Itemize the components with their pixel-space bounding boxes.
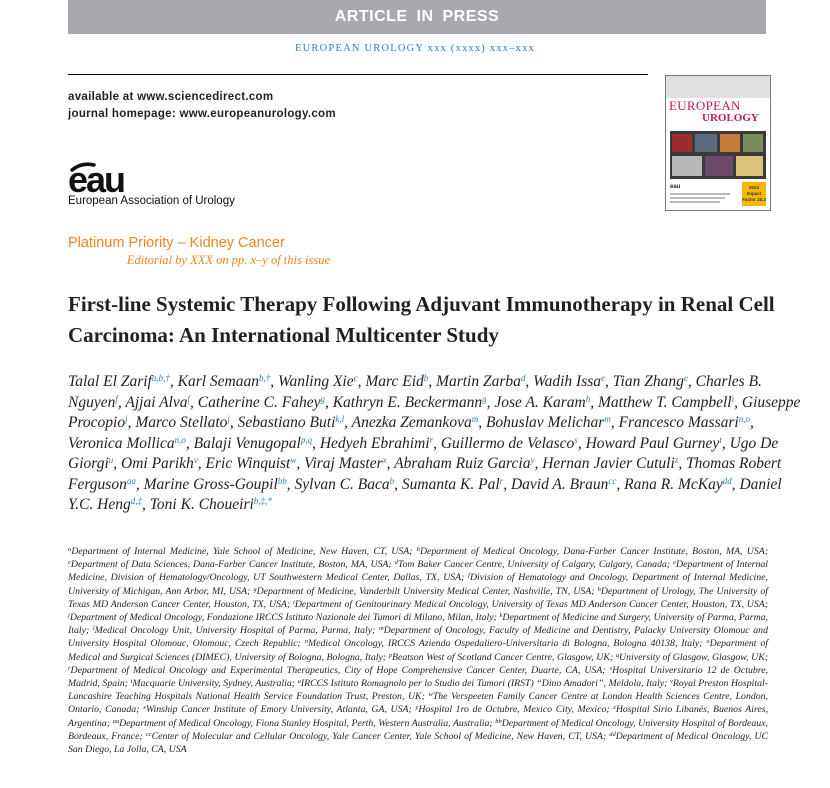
author-affiliation-sup[interactable]: b,† xyxy=(258,373,271,383)
affiliation-text: IRCCS Istituto Romagnolo per lo Studio dei Tumori (IRST) “Dino Amadori”, Meldola, Italy; xyxy=(300,678,668,690)
author-affiliation-sup[interactable]: c xyxy=(353,373,358,383)
author-affiliation-sup[interactable]: p,q xyxy=(300,434,313,445)
affiliation-text: Department of Medical Oncology, Dana-Farber Cancer Institute, Boston, MA, USA; xyxy=(419,546,769,557)
author-affiliation-sup[interactable]: d,‡ xyxy=(130,496,142,506)
affiliation-letter: k xyxy=(499,612,503,620)
affiliation-letter: g xyxy=(253,585,257,593)
author-affiliation-sup[interactable]: t xyxy=(719,434,722,445)
affiliation-letter: q xyxy=(615,651,620,659)
author-affiliation-sup[interactable]: m xyxy=(471,414,479,424)
author-name[interactable]: Charles B. Nguyen xyxy=(68,373,762,411)
cover-header-band xyxy=(666,76,770,98)
affiliation-letter: f xyxy=(468,572,470,580)
affiliation-letter: a xyxy=(68,546,72,553)
affiliation-text: Hospital Sirio Libanés, Buenos Aires, Argentina; xyxy=(68,704,769,729)
author-name[interactable]: Veronica Mollica xyxy=(68,434,175,452)
affiliation-text: Division of Hematology and Oncology, Department of Internal Medicine, University of Michigan, Ann Arbor, MI, USA; xyxy=(68,572,768,597)
author-name[interactable]: Abraham Ruiz Garcia xyxy=(394,455,531,472)
author-affiliation-sup[interactable]: d xyxy=(520,373,526,383)
affiliation-letter: x xyxy=(143,704,146,712)
affiliation-text: Department of Internal Medicine, Yale School of Medicine, New Haven, CT, USA; xyxy=(71,546,413,557)
author-name[interactable]: Martin Zarba xyxy=(436,373,521,390)
affiliation-letter: t xyxy=(130,678,133,686)
article-title: First-line Systemic Therapy Following Adjuvant Immunotherapy in Renal Cell Carcinoma: An International Multicenter Study xyxy=(68,292,775,347)
author-name[interactable]: Guillermo de Velasco xyxy=(440,434,575,452)
author-name[interactable]: Howard Paul Gurney xyxy=(585,434,720,452)
author-name[interactable]: Hernan Javier Cutuli xyxy=(542,455,675,472)
affiliation-letter: e xyxy=(673,559,677,567)
author-affiliation-sup[interactable]: v xyxy=(193,455,198,465)
affiliation-letter: d xyxy=(394,559,398,567)
author-affiliation-sup[interactable]: w xyxy=(290,455,297,465)
author-affiliation-sup[interactable]: f xyxy=(187,393,191,404)
affiliation-letter: z xyxy=(613,704,616,712)
journal-citation-line: EUROPEAN UROLOGY xxx (xxxx) xxx–xxx xyxy=(295,43,535,54)
affiliation-letter: y xyxy=(415,704,419,712)
affiliation-text: Department of Medicine, Vanderbilt University Medical Center, Nashville, TN, USA; xyxy=(256,585,595,597)
author-name[interactable]: Rana R. McKay xyxy=(624,475,723,493)
author-affiliation-sup[interactable]: j xyxy=(125,414,128,424)
author-affiliation-sup[interactable]: m xyxy=(604,414,611,424)
author-affiliation-sup[interactable]: r xyxy=(429,434,434,445)
author-affiliation-sup[interactable]: cc xyxy=(608,475,617,486)
affiliation-text: Department of Medical Oncology, Fondazione IRCCS Istituto Nazionale dei Tumori di Milano, Milan, Italy; xyxy=(69,612,497,624)
affiliation-text: Department of Medical Oncology, Fiona Stanley Hospital, Perth, Western Australia, Australia; xyxy=(119,717,493,729)
affiliation-text: Hospital Universitario 12 de Octubre, Madrid, Spain; xyxy=(68,664,768,690)
affiliation-letter: o xyxy=(706,638,710,646)
author-affiliation-sup[interactable]: i xyxy=(731,393,735,404)
author-name[interactable]: Tian Zhang xyxy=(612,373,684,390)
affiliation-letter: u xyxy=(297,678,301,686)
author-name[interactable]: Thomas Robert Ferguson xyxy=(68,455,782,493)
author-name[interactable]: Anezka Zemankova xyxy=(351,414,472,431)
author-name[interactable]: Giuseppe Procopio xyxy=(68,393,801,431)
affiliation-letter: p xyxy=(388,651,392,659)
affiliation-list xyxy=(68,545,768,756)
author-name[interactable]: Talal El Zarif xyxy=(68,373,152,390)
affiliation-text: Department of Genitourinary Medical Oncology, University of Texas MD Anderson Cancer Center, Houston, TX, USA; xyxy=(294,598,768,610)
affiliation-letter: aa xyxy=(112,717,120,725)
affiliation-text: Royal Preston Hospital-Lancashire Teaching Hospitals National Health Service Foundation Trust, Preston, UK; xyxy=(68,678,768,703)
affiliation-letter: v xyxy=(669,678,673,686)
affiliation-text: Beatson West of Scotland Cancer Centre, Glasgow, UK; xyxy=(391,651,614,663)
affiliation-letter: s xyxy=(609,664,613,672)
cover-image-mosaic xyxy=(670,131,766,179)
affiliation-text: Medical Oncology, IRCCS Azienda Ospedaliero-Universitaria di Bologna, Bologna 40138, Italy; xyxy=(307,638,703,650)
affiliation-letter: dd xyxy=(609,730,616,738)
affiliation-text: Department of Urology, The University of Texas MD Anderson Cancer Center, Houston, TX, USA; xyxy=(68,585,769,610)
affiliation-text: The Verspeeten Family Cancer Centre at London Health Sciences Centre, London, Ontario, Canada; xyxy=(68,691,768,716)
affiliation-text: Department of Medical Oncology, UC San Diego, La Jolla, CA, USA xyxy=(68,730,769,756)
affiliation-text: Department of Oncology, Faculty of Medicine and Dentistry, Palacky University Olomouc and University Hospital Olomouc, Olomouc, Czech Republic; xyxy=(68,625,768,650)
affiliation-text: Department of Medicine and Surgery, University of Parma, Parma, Italy; xyxy=(68,612,768,637)
section-label: Platinum Priority – Kidney Cancer xyxy=(68,235,285,251)
author-name[interactable]: Eric Winquist xyxy=(205,455,291,472)
cover-eau-logo: eau xyxy=(670,184,681,190)
author-name[interactable]: Marine Gross-Goupil xyxy=(143,475,278,493)
impact-factor-badge: 2023 Impact Factor 25.3 xyxy=(742,182,766,206)
author-affiliation-sup[interactable]: n,o xyxy=(174,434,186,445)
affiliation-letter: w xyxy=(428,691,433,699)
author-name[interactable]: Kathryn E. Beckermann xyxy=(332,393,483,411)
author-name[interactable]: Toni K. Choueiri xyxy=(149,496,254,513)
author-affiliation-sup[interactable]: y xyxy=(530,455,535,465)
cover-title-top: EUROPEAN xyxy=(669,98,741,113)
author-affiliation-sup[interactable]: e xyxy=(683,373,688,383)
author-name[interactable]: Sylvan C. Baca xyxy=(294,475,390,493)
eau-logo-icon xyxy=(68,156,154,196)
affiliation-text: Hospital 1ro de Octubre, Mexico City, Mexico; xyxy=(418,704,610,716)
author-name[interactable]: Ugo De Giorgi xyxy=(68,434,779,472)
journal-homepage-link[interactable]: journal homepage: www.europeanurology.com xyxy=(68,108,336,120)
affiliation-letter: b xyxy=(416,546,420,553)
cover-title-bottom: UROLOGY xyxy=(702,112,759,124)
affiliation-letter: j xyxy=(68,612,70,620)
affiliation-letter: m xyxy=(378,625,384,633)
cover-text-line xyxy=(670,193,730,195)
author-affiliation-sup[interactable]: x xyxy=(382,455,387,465)
affiliation-letter: l xyxy=(92,625,95,633)
author-affiliation-sup[interactable]: b,‡,* xyxy=(253,496,272,506)
affiliation-letter: bb xyxy=(495,717,502,725)
author-affiliation-sup[interactable]: k,l xyxy=(335,414,345,424)
affiliation-text: Medical Oncology Unit, University Hospital of Parma, Parma, Italy; xyxy=(94,625,376,637)
cover-text-line xyxy=(670,201,720,203)
affiliation-text: Department of Internal Medicine, Division of Hematology/Oncology, UT Southwestern Medical Center, Dallas, TX, USA; xyxy=(68,559,768,584)
author-name[interactable]: Balaji Venugopal xyxy=(193,434,301,452)
author-affiliation-sup[interactable]: s xyxy=(574,434,578,445)
author-name[interactable]: Viraj Master xyxy=(304,455,383,472)
cover-text-line xyxy=(670,197,725,199)
affiliation-text: University of Glasgow, Glasgow, UK; xyxy=(619,651,769,663)
affiliation-text: Department of Medical Oncology, University Hospital of Bordeaux, Bordeaux, France; xyxy=(68,717,768,742)
eau-org-name: European Association of Urology xyxy=(68,195,235,207)
affiliation-letter: cc xyxy=(145,730,152,738)
journal-cover-thumbnail[interactable] xyxy=(665,75,771,211)
author-affiliation-sup[interactable]: a,b,† xyxy=(151,373,170,383)
sciencedirect-link[interactable]: available at www.sciencedirect.com xyxy=(68,91,274,103)
author-affiliation-sup[interactable]: b xyxy=(389,475,395,486)
author-list: Talal El Zarif$^{a,b,\dagger}$, Karl Semaan$^{b,\dagger}$, Wanling Xie$^c$, Marc Eid$^b$, Martin Zarba$^d$, Wadih Issa$^e$, Tian Zhang$^e$, Charles B. Nguyen$^f$, Ajjai Alva$^f$, Catherine C. Fahey$^g$, Kathryn E. Beckermann$^g$, Jose A. Karam$^h$, Matthew T. Campbell$^i$, Giuseppe Procopio$^j$, Marco Stellato$^j$, Sebastiano Buti$^{k,l}$, Anezka Zemankova$^m$, Bohuslav Melichar$^m$, Francesco Massari$^{n,o}$, Veronica Mollica$^{n,o}$, Balaji Venugopal$^{p,q}$, Hedyeh Ebrahimi$^r$, Guillermo de Velasco$^s$, Howard Paul Gurney$^t$, Ugo De Giorgi$^u$, Omi Parikh$^v$, Eric Winquist$^w$, Viraj Master$^x$, Abraham Ruiz Garcia$^y$, Hernan Javier Cutuli$^z$, Thomas Robert Ferguson$^{aa}$, Marine Gross-Goupil$^{bb}$, Sylvan C. Baca$^b$, Sumanta K. Pal$^r$, David A. Braun$^{cc}$, Rana R. McKay$^{dd}$, Daniel Y.C. Heng$^{d,\ddagger}$, Toni K. Choueiri$^{b,\ddagger,*}$ xyxy=(68,373,801,513)
affiliation-letter: i xyxy=(293,598,295,606)
author-name[interactable]: Wadih Issa xyxy=(533,373,602,390)
author-affiliation-sup[interactable]: n,o xyxy=(738,414,750,424)
author-affiliation-sup[interactable]: r xyxy=(499,475,504,486)
affiliation-text: Macquarie University, Sydney, Australia; xyxy=(132,678,296,690)
author-affiliation-sup[interactable]: aa xyxy=(126,475,136,486)
header-rule xyxy=(68,74,648,75)
author-name[interactable]: Sebastiano Buti xyxy=(237,414,336,431)
author-name[interactable]: Omi Parikh xyxy=(121,455,194,472)
author-affiliation-sup[interactable]: u xyxy=(108,455,114,465)
author-affiliation-sup[interactable]: dd xyxy=(722,475,732,486)
author-affiliation-sup[interactable]: z xyxy=(674,455,679,465)
affiliation-text: Department of Medical Oncology and Experimental Therapeutics, City of Hope Comprehensive Cancer Center, Duarte, CA, USA; xyxy=(70,664,606,676)
author-name[interactable]: Karl Semaan xyxy=(177,373,259,390)
author-affiliation-sup[interactable]: h xyxy=(585,393,591,404)
author-name[interactable]: Daniel Y.C. Heng xyxy=(68,475,782,513)
eau-logo-mark: eau xyxy=(68,159,125,196)
availability-block xyxy=(68,89,336,123)
author-affiliation-sup[interactable]: e xyxy=(601,373,606,383)
author-name[interactable]: David A. Braun xyxy=(510,475,609,493)
author-name[interactable]: Ajjai Alva xyxy=(125,393,188,411)
affiliation-text: Tom Baker Cancer Centre, University of Calgary, Calgary, Canada; xyxy=(397,559,671,571)
author-affiliation-sup[interactable]: bb xyxy=(277,475,287,486)
author-name[interactable]: Wanling Xie xyxy=(277,373,354,390)
author-name[interactable]: Jose A. Karam xyxy=(494,393,586,411)
affiliation-text: Winship Cancer Institute of Emory University, Atlanta, GA, USA; xyxy=(145,704,412,716)
author-name[interactable]: Hedyeh Ebrahimi xyxy=(319,434,430,452)
author-affiliation-sup[interactable]: f xyxy=(115,393,118,404)
affiliation-letter: h xyxy=(597,585,601,593)
article-in-press-banner: ARTICLE IN PRESS xyxy=(68,0,766,34)
author-name[interactable]: Matthew T. Campbell xyxy=(598,393,732,411)
affiliation-letter: r xyxy=(68,664,71,672)
affiliation-letter: c xyxy=(68,559,71,567)
author-name[interactable]: Marc Eid xyxy=(365,373,424,390)
affiliation-letter: n xyxy=(304,638,308,646)
affiliation-text: Department of Medical and Surgical Sciences (DIMEC), University of Bologna, Bologna, Italy; xyxy=(68,638,768,663)
author-name[interactable]: Marco Stellato xyxy=(135,414,228,431)
author-affiliation-sup[interactable]: g xyxy=(482,393,487,404)
author-affiliation-sup[interactable]: j xyxy=(227,414,230,424)
author-affiliation-sup[interactable]: g xyxy=(320,393,325,404)
editorial-note[interactable]: Editorial by XXX on pp. x–y of this issue xyxy=(126,253,330,267)
author-name[interactable]: Bohuslav Melichar xyxy=(485,414,605,431)
author-name[interactable]: Catherine C. Fahey xyxy=(197,393,321,411)
author-name[interactable]: Francesco Massari xyxy=(618,414,739,431)
affiliation-text: Department of Data Sciences, Dana-Farber Cancer Institute, Boston, MA, USA; xyxy=(70,559,392,571)
author-affiliation-sup[interactable]: b xyxy=(423,373,429,383)
author-name[interactable]: Sumanta K. Pal xyxy=(401,475,500,493)
affiliation-text: Center of Molecular and Cellular Oncology, Yale Cancer Center, Yale School of Medicine, New Haven, CT, USA; xyxy=(151,730,607,742)
